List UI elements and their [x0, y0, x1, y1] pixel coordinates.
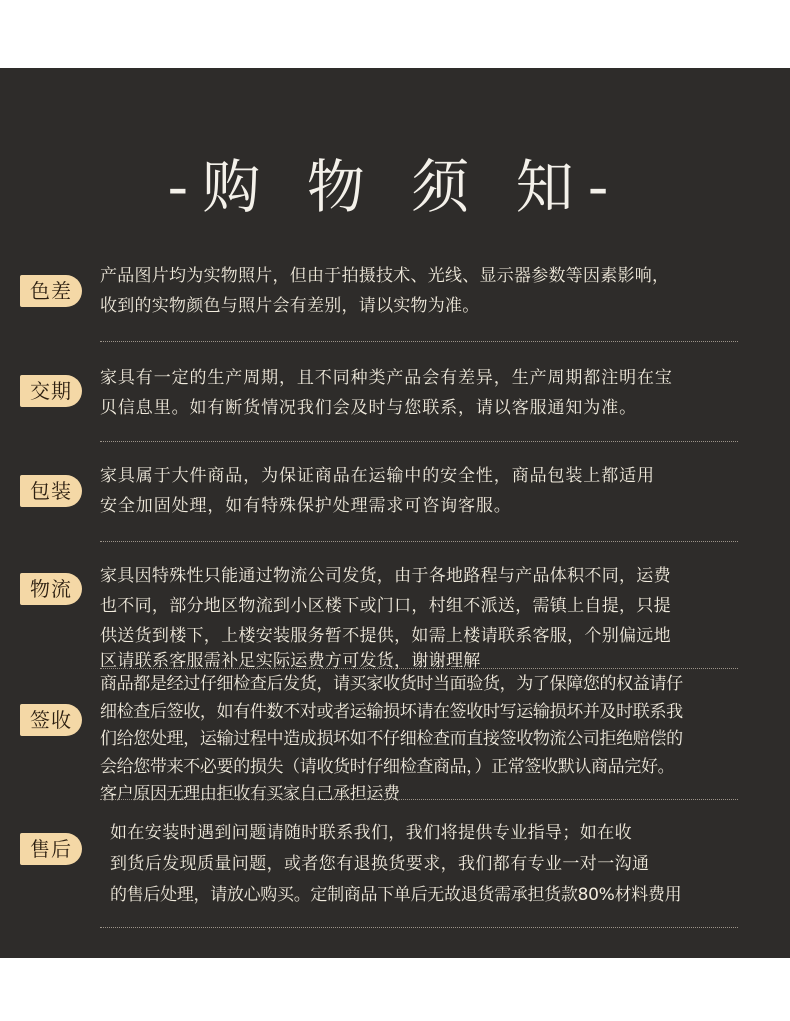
page-title: -购 物 须 知- [167, 153, 623, 221]
section-text-delivery [100, 363, 673, 423]
section-text-color [100, 261, 669, 321]
text-line: 收到的实物颜色与照片会有差别，请以实物为准。 [100, 296, 480, 316]
divider [100, 927, 738, 928]
text-line: 会给您带来不必要的损失（请收货时仔细检查商品，）正常签收默认商品完好。 [100, 756, 675, 777]
section-text-receipt [100, 671, 683, 809]
divider [100, 668, 738, 669]
divider [100, 541, 738, 542]
divider [100, 341, 738, 342]
divider [100, 441, 738, 442]
section-label-logistics: 物流 [20, 573, 82, 605]
section-text-logistics [100, 561, 671, 671]
section-label-color: 色差 [20, 275, 82, 307]
text-line: 家具因特殊性只能通过物流公司发货，由于各地路程与产品体积不同，运费 [100, 566, 671, 586]
text-line: 细检查后签收，如有件数不对或者运输损坏请在签收时写运输损坏并及时联系我 [100, 701, 683, 722]
text-line: 安全加固处理，如有特殊保护处理需求可咨询客服。 [100, 496, 512, 516]
section-text-packaging [100, 461, 655, 521]
text-line: 产品图片均为实物照片，但由于拍摄技术、光线、显示器参数等因素影响， [100, 266, 670, 286]
text-line: 贝信息里。如有断货情况我们会及时与您联系，请以客服通知为准。 [100, 398, 637, 418]
text-line: 家具有一定的生产周期，且不同种类产品会有差异，生产周期都注明在宝 [100, 368, 673, 388]
section-label-packaging: 包装 [20, 475, 82, 507]
text-line: 区请联系客服需补足实际运费方可发货，谢谢理解 [100, 651, 481, 671]
text-line: 家具属于大件商品，为保证商品在运输中的安全性，商品包装上都适用 [100, 466, 655, 486]
section-label-after-sales: 售后 [20, 833, 82, 865]
section-label-receipt: 签收 [20, 704, 82, 736]
text-line: 如在安装时遇到问题请随时联系我们，我们将提供专业指导；如在收 [110, 823, 632, 843]
text-line: 也不同，部分地区物流到小区楼下或门口，村组不派送，需镇上自提，只提 [100, 596, 671, 616]
divider [100, 799, 738, 800]
text-line: 商品都是经过仔细检查后发货，请买家收货时当面验货，为了保障您的权益请仔 [100, 674, 683, 694]
text-line: 的售后处理，请放心购买。定制商品下单后无故退货需承担货款80%材料费用 [110, 885, 682, 905]
text-line: 们给您处理，运输过程中造成损坏如不仔细检查而直接签收物流公司拒绝赔偿的 [100, 729, 683, 749]
section-label-delivery: 交期 [20, 375, 82, 407]
text-line: 客户原因无理由拒收有买家自己承担运费 [100, 784, 400, 804]
section-text-after-sales [110, 818, 681, 911]
text-line: 到货后发现质量问题，或者您有退换货要求，我们都有专业一对一沟通 [110, 854, 650, 874]
text-line: 供送货到楼下，上楼安装服务暂不提供，如需上楼请联系客服，个别偏远地 [100, 626, 671, 646]
